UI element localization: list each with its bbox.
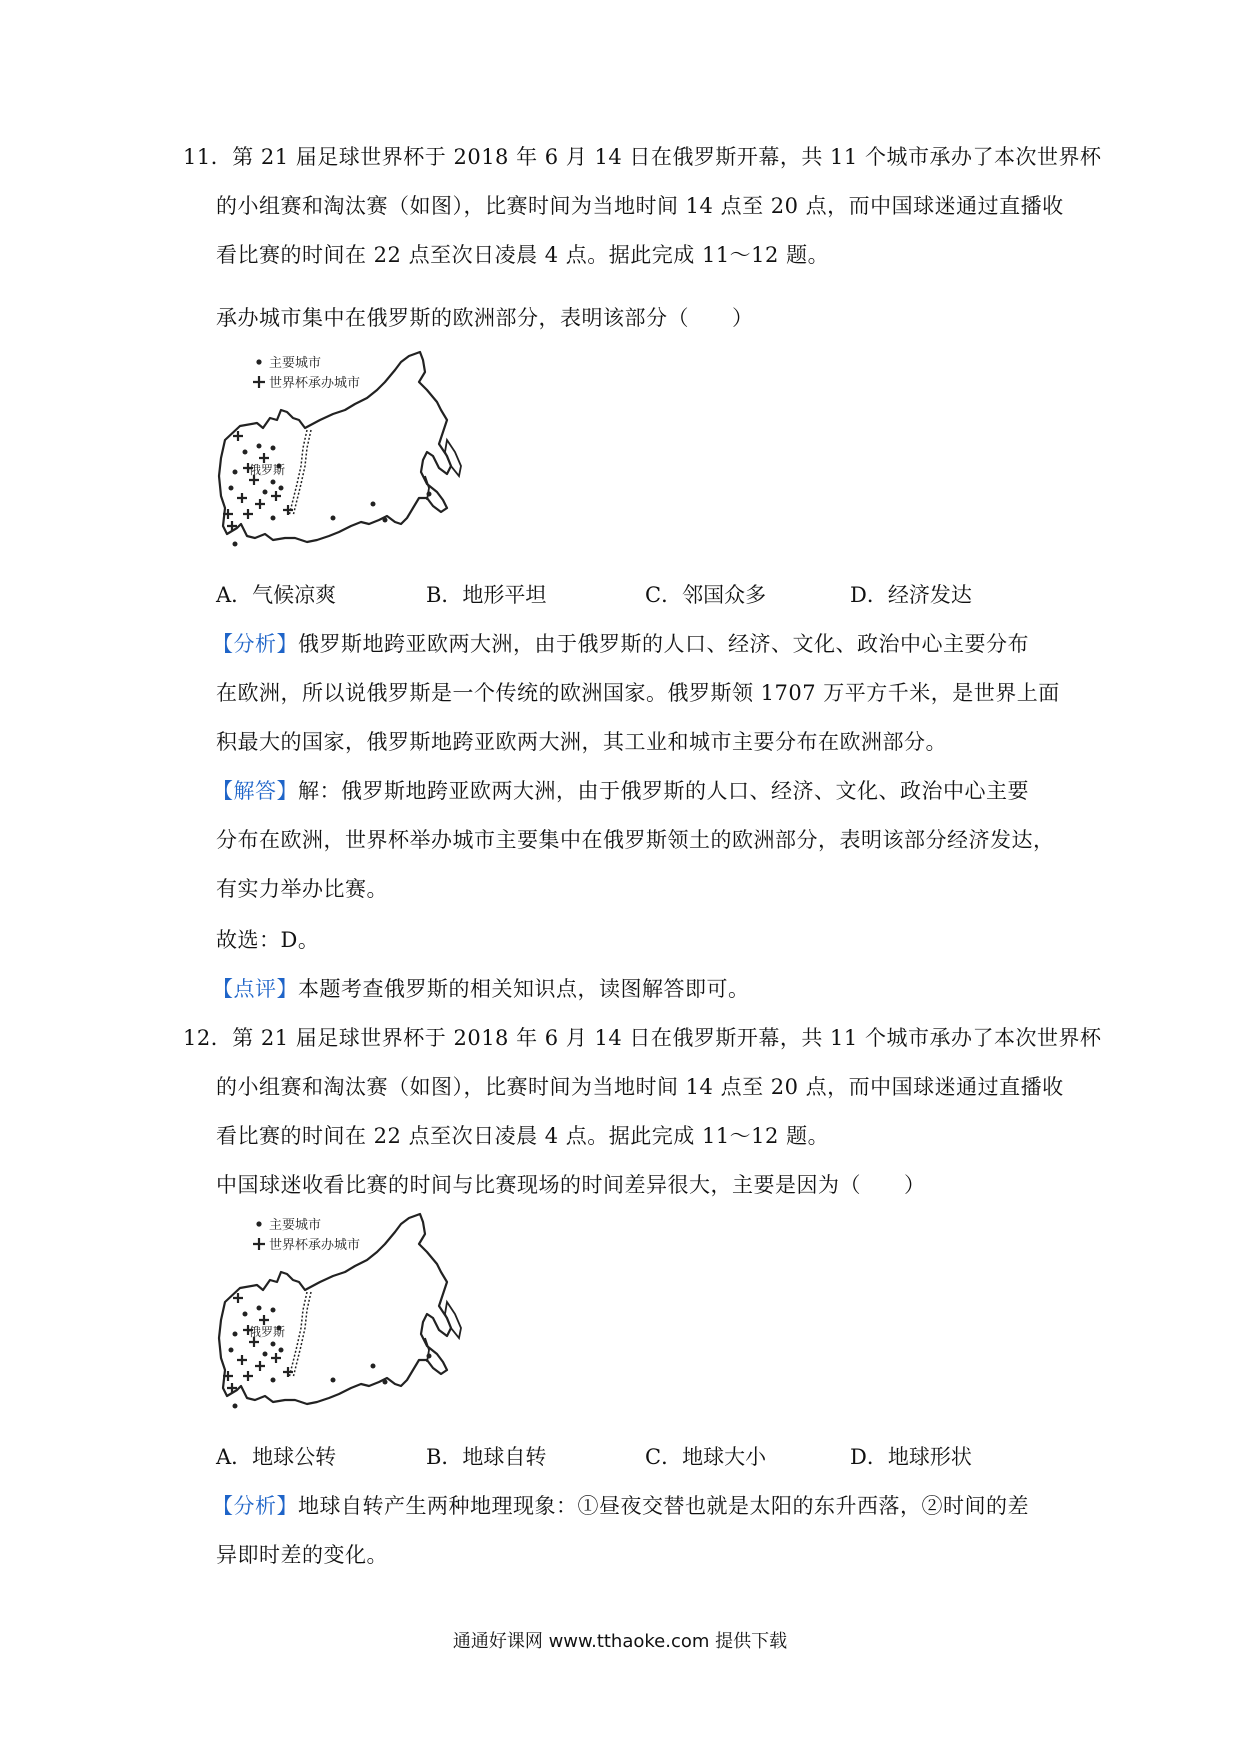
map-country-label: 俄罗斯 (249, 1325, 286, 1339)
q11-stem-line-2: 的小组赛和淘汰赛（如图），比赛时间为当地时间 14 点至 20 点，而中国球迷通过直播收 (216, 194, 1064, 218)
q11-comment-text: 本题考查俄罗斯的相关知识点，读图解答即可。 (298, 977, 750, 1001)
q11-answer-line-2: 分布在欧洲，世界杯举办城市主要集中在俄罗斯领土的欧洲部分，表明该部分经济发达， (216, 828, 1055, 852)
q12-option-b: B．地球自转 (426, 1445, 547, 1469)
q11-option-b: B．地形平坦 (426, 583, 547, 607)
q12-analysis-tag: 分析 (233, 1494, 277, 1518)
q11-stem-line-1: 11．第 21 届足球世界杯于 2018 年 6 月 14 日在俄罗斯开幕，共 11 个城市承办了本次世界杯 (183, 145, 1102, 169)
q11-stem-line-3: 看比赛的时间在 22 点至次日凌晨 4 点。据此完成 11～12 题。 (216, 243, 830, 267)
q12-analysis-line-2: 异即时差的变化。 (216, 1543, 388, 1567)
q11-option-d: D．经济发达 (850, 583, 972, 607)
q11-analysis-text-1: 俄罗斯地跨亚欧两大洲，由于俄罗斯的人口、经济、文化、政治中心主要分布 (298, 632, 1029, 656)
q12-analysis-text-1: 地球自转产生两种地理现象：①昼夜交替也就是太阳的东升西落，②时间的差 (298, 1494, 1029, 1518)
q11-answer-tag: 解答 (233, 779, 277, 803)
q12-option-a: A．地球公转 (216, 1445, 337, 1469)
q12-stem-line-3: 看比赛的时间在 22 点至次日凌晨 4 点。据此完成 11～12 题。 (216, 1124, 830, 1148)
q12-russia-map (215, 1210, 495, 1420)
legend-host-label: 世界杯承办城市 (269, 1238, 361, 1253)
q11-russia-map (215, 348, 495, 558)
q11-analysis-line-2: 在欧洲，所以说俄罗斯是一个传统的欧洲国家。俄罗斯领 1707 万平方千米，是世界上面 (216, 681, 1060, 705)
page-footer: 通通好课网 www.tthaoke.com 提供下载 (452, 1631, 788, 1652)
map-country-label: 俄罗斯 (249, 463, 286, 477)
q12-question: 中国球迷收看比赛的时间与比赛现场的时间差异很大，主要是因为（ ） (216, 1173, 926, 1197)
q11-answer-text-1: 解：俄罗斯地跨亚欧两大洲，由于俄罗斯的人口、经济、文化、政治中心主要 (298, 779, 1029, 803)
q11-question: 承办城市集中在俄罗斯的欧洲部分，表明该部分（ ） (216, 306, 754, 330)
q11-option-c: C．邻国众多 (645, 583, 767, 607)
q12-option-c: C．地球大小 (645, 1445, 767, 1469)
q12-analysis-line-1: 【分析】地球自转产生两种地理现象：①昼夜交替也就是太阳的东升西落，②时间的差 (212, 1494, 1029, 1518)
q12-option-d: D．地球形状 (850, 1445, 972, 1469)
q11-comment-line: 【点评】本题考查俄罗斯的相关知识点，读图解答即可。 (212, 977, 750, 1001)
q11-answer-line-1: 【解答】解：俄罗斯地跨亚欧两大洲，由于俄罗斯的人口、经济、文化、政治中心主要 (212, 779, 1029, 803)
q11-analysis-tag: 分析 (233, 632, 277, 656)
legend-city-label: 主要城市 (269, 356, 322, 371)
q11-option-a: A．气候凉爽 (216, 583, 337, 607)
q11-analysis-line-1: 【分析】俄罗斯地跨亚欧两大洲，由于俄罗斯的人口、经济、文化、政治中心主要分布 (212, 632, 1029, 656)
q12-stem-line-2: 的小组赛和淘汰赛（如图），比赛时间为当地时间 14 点至 20 点，而中国球迷通过直播收 (216, 1075, 1064, 1099)
legend-city-label: 主要城市 (269, 1218, 322, 1233)
q11-comment-tag: 点评 (233, 977, 277, 1001)
legend-host-label: 世界杯承办城市 (269, 376, 361, 391)
q11-analysis-line-3: 积最大的国家，俄罗斯地跨亚欧两大洲，其工业和城市主要分布在欧洲部分。 (216, 730, 947, 754)
q11-answer-line-3: 有实力举办比赛。 (216, 877, 388, 901)
q12-stem-line-1: 12．第 21 届足球世界杯于 2018 年 6 月 14 日在俄罗斯开幕，共 11 个城市承办了本次世界杯 (183, 1026, 1102, 1050)
q11-choice: 故选：D。 (216, 928, 320, 952)
